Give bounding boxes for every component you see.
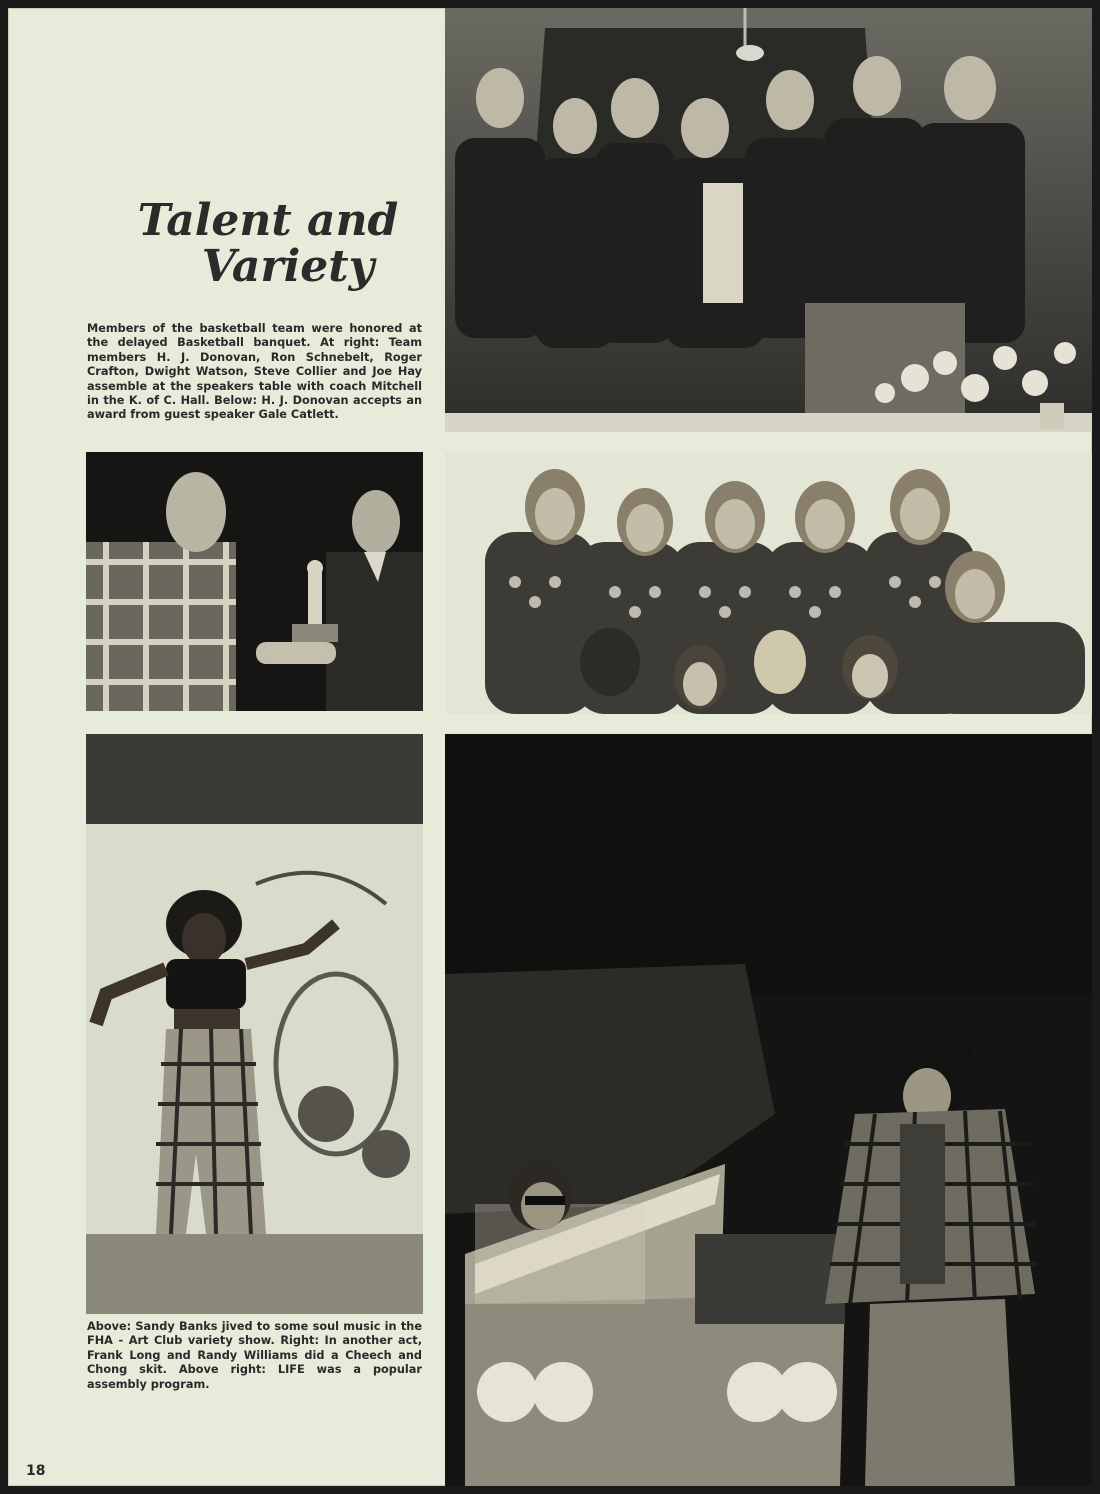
banquet-caption: Members of the basketball team were honored at the delayed Basketball banquet. At right: Team members H. J. Donovan, Ron Schnebelt, Roger Crafton, Dwight Watson, Steve Collier and Joe Hay assemble at the speakers table with coach Mitchell in the K. of C. Hall. Below: H. J. Donovan accepts an award from guest speaker Gale Catlett. bbox=[87, 322, 422, 422]
banquet-team-photo bbox=[445, 8, 1092, 432]
title-line-2: Variety bbox=[201, 241, 375, 293]
dancer-photo bbox=[86, 734, 423, 1314]
life-group-photo bbox=[445, 452, 1092, 714]
page-title bbox=[108, 195, 428, 293]
title-line-1: Talent and bbox=[137, 195, 399, 246]
yearbook-page bbox=[8, 8, 1092, 1486]
variety-caption: Above: Sandy Banks jived to some soul music in the FHA - Art Club variety show. Right: In another act, Frank Long and Randy Williams did a Cheech and Chong skit. Above right: LIFE was a popular assembly program. bbox=[87, 1320, 422, 1391]
page-number: 18 bbox=[26, 1463, 46, 1479]
skit-photo bbox=[445, 734, 1092, 1486]
award-handshake-photo bbox=[86, 452, 423, 711]
